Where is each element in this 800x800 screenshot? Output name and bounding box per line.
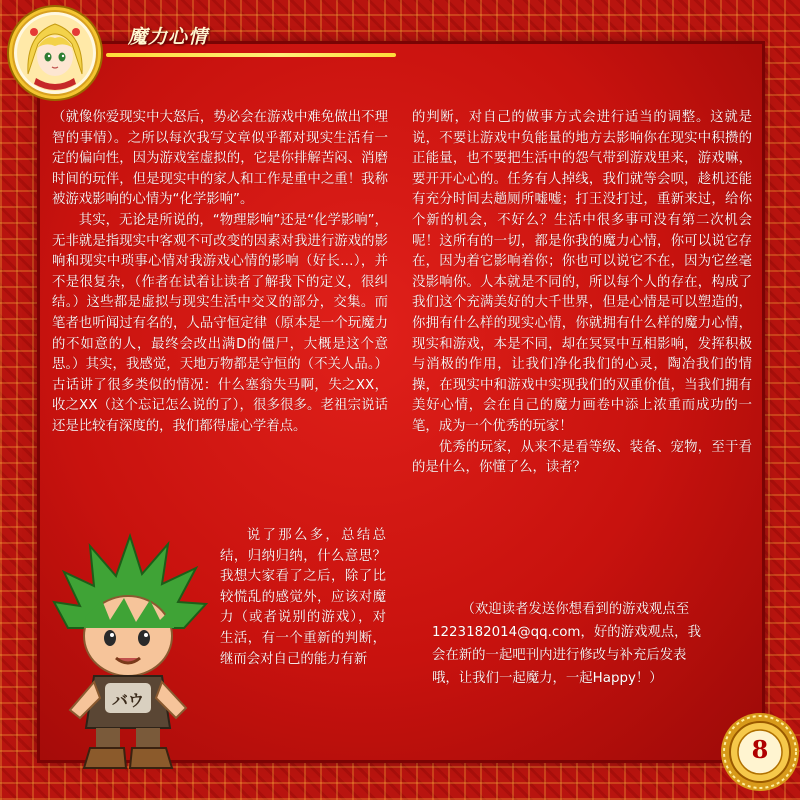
page-number: 8 [751, 735, 769, 764]
article-left-column [52, 108, 388, 438]
article-left-tail [220, 526, 386, 670]
article-paragraph: 说了那么多，总结总结，归纳归纳，什么意思？我想大家看了之后，除了比较慌乱的感觉外，应该对魔力（或者说别的游戏），对生活，有一个重新的判断，继而会对自己的能力有新 [220, 528, 386, 667]
invitation-line: 1223182014@qq.com，好的游戏观点，我 [432, 625, 701, 640]
page-title: 魔力心情 [128, 26, 209, 48]
article-paragraph: （就像你爱现实中大怒后，势必会在游戏中难免做出不理智的事情）。之所以每次我写文章似乎都对现实生活有一定的偏向性，因为游戏室虚拟的，它是你排解苦闷、消磨时间的玩伴，但是现实中的家人和工作是重中之重！我称被游戏影响的心情为“化学影响”。 [52, 110, 388, 208]
article-paragraph: 优秀的玩家，从来不是看等级、装备、宠物，至于看的是什么，你懂了么，读者？ [412, 439, 752, 476]
character-badge-text: バウ [111, 691, 145, 710]
article-right-column [412, 108, 752, 479]
green-haired-boy-character-icon [50, 532, 210, 774]
invitation-line: 哦，让我们一起魔力，一起Happy！） [432, 671, 663, 686]
section-title-bar [106, 18, 396, 52]
title-underline [106, 53, 396, 57]
invitation-line: （欢迎读者发送你想看到的游戏观点至 [461, 602, 690, 617]
invitation-line: 会在新的一起吧刊内进行修改与补充后发表 [432, 648, 687, 663]
article-paragraph: 的判断，对自己的做事方式会进行适当的调整。这就是说，不要让游戏中负能量的地方去影响你在现实中积攒的正能量，也不要把生活中的怨气带到游戏里来，游戏嘛，要开开心心的。任务有人掉线，我们就等会呗，趁机还能有充分时间去趟厕所嘘嘘；打王没打过，重新来过，给你个新的机会，不好么？生活中很多事可没有第二次机会呢！这所有的一切，都是你我的魔力心情，你可以说它存在，因为着它影响着你；你也可以说它不在，因为它丝毫没影响你。人本就是不同的，所以每个人的存在，构成了我们这个充满美好的大千世界，但是心情是可以塑造的，你拥有什么样的现实心情，你就拥有什么样的魔力心情，现实和游戏，本是不同，却在冥冥中互相影响，发挥积极与消极的作用，让我们净化我们的心灵，陶冶我们的情操，在现实中和游戏中实现我们的双重价值，当我们拥有美好心情，会在自己的魔力画卷中添上浓重而成功的一笔，成为一个优秀的玩家！ [412, 110, 752, 434]
article-paragraph: 其实，无论是所说的，“物理影响”还是“化学影响”，无非就是指现实中客观不可改变的因素对我进行游戏的影响和现实中琐事心情对我游戏心情的影响（好长…），并不是很复杂，（作者在试着让读者了解我下的定义，很纠结。）这些都是虚拟与现实生活中交叉的部分，交集。而笔者也听闻过有名的，人品守恒定律（原本是一个玩魔力的不如意的人，最终会改出满D的僵尸，大概是这个意思。）其实，我感觉，天地万物都是守恒的（不关人品。）古话讲了很多类似的情况：什么塞翁失马啊，失之XX，收之XX（这个忘记怎么说的了），很多很多。老祖宗说话还是比较有深度的，我们都得虚心学着点。 [52, 212, 388, 434]
reader-invitation [432, 598, 732, 690]
anime-girl-emblem-icon [6, 4, 104, 102]
